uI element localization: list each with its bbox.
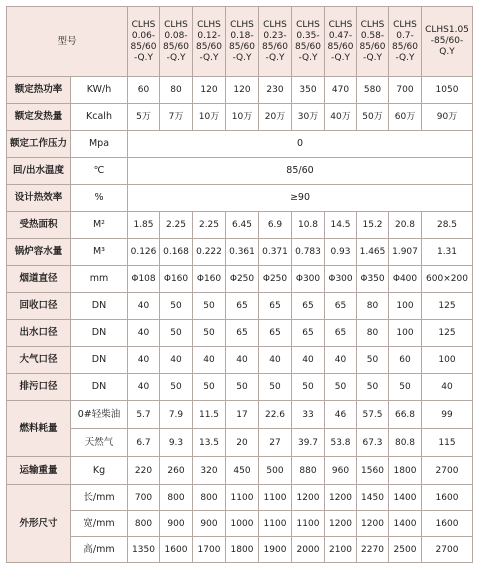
row-value: 50万: [357, 104, 389, 131]
row-value: 6.9: [259, 212, 292, 239]
row-value: 20万: [259, 104, 292, 131]
weight-row: [7, 457, 473, 485]
weight-value: 1560: [357, 457, 389, 485]
row-unit: ℃: [71, 158, 128, 185]
weight-value: 880: [292, 457, 325, 485]
dims-unit: 高/mm: [71, 537, 128, 563]
row-value: 65: [226, 293, 259, 320]
model-name: CLHS1.05 -85/60- Q.Y: [422, 7, 473, 77]
dims-value: 2100: [325, 537, 357, 563]
dims-value: 800: [193, 485, 226, 511]
row-value: 40万: [325, 104, 357, 131]
row-value: 40: [422, 374, 473, 401]
row-value: 580: [357, 77, 389, 104]
spec-row: [7, 293, 473, 320]
model-name: CLHS 0.7- 85/60 -Q.Y: [389, 7, 422, 77]
model-name: CLHS 0.08- 85/60 -Q.Y: [160, 7, 193, 77]
dims-value: 1200: [357, 511, 389, 537]
dims-value: 700: [128, 485, 160, 511]
spec-row: [7, 320, 473, 347]
dims-value: 1100: [259, 485, 292, 511]
spec-row: [7, 239, 473, 266]
dims-value: 1000: [226, 511, 259, 537]
row-label: 额定工作压力: [7, 131, 71, 158]
row-value: 80: [160, 77, 193, 104]
spec-row: [7, 158, 473, 185]
weight-value: 220: [128, 457, 160, 485]
dims-label: 外形尺寸: [7, 485, 71, 563]
model-name: CLHS 0.12- 85/60 -Q.Y: [193, 7, 226, 77]
spec-row: [7, 77, 473, 104]
dims-row: [7, 537, 473, 563]
weight-value: 500: [259, 457, 292, 485]
row-value: 50: [160, 293, 193, 320]
fuel-value: 99: [422, 401, 473, 429]
row-value: 50: [389, 374, 422, 401]
row-unit: DN: [71, 347, 128, 374]
row-value: 700: [389, 77, 422, 104]
row-value: 0.783: [292, 239, 325, 266]
dims-value: 1450: [357, 485, 389, 511]
row-value: 10.8: [292, 212, 325, 239]
header-row: [7, 7, 473, 77]
row-value: 125: [422, 293, 473, 320]
row-value: 2.25: [193, 212, 226, 239]
dims-value: 1600: [160, 537, 193, 563]
row-unit: DN: [71, 320, 128, 347]
row-unit: KW/h: [71, 77, 128, 104]
row-value: 120: [193, 77, 226, 104]
row-value-span: 0: [128, 131, 473, 158]
row-value: 1050: [422, 77, 473, 104]
spec-row: [7, 266, 473, 293]
fuel-value: 22.6: [259, 401, 292, 429]
fuel-value: 6.7: [128, 429, 160, 457]
row-value: 350: [292, 77, 325, 104]
weight-value: 450: [226, 457, 259, 485]
fuel-value: 53.8: [325, 429, 357, 457]
row-label: 受热面积: [7, 212, 71, 239]
fuel-value: 33: [292, 401, 325, 429]
row-value: 65: [259, 320, 292, 347]
row-value-span: ≥90: [128, 185, 473, 212]
row-value: 60: [389, 347, 422, 374]
row-label: 锅炉容水量: [7, 239, 71, 266]
fuel-value: 66.8: [389, 401, 422, 429]
row-unit: M²: [71, 212, 128, 239]
fuel-value: 13.5: [193, 429, 226, 457]
row-value: 60万: [389, 104, 422, 131]
model-header-label: 型号: [7, 7, 128, 77]
row-value: 10万: [226, 104, 259, 131]
row-value: 40: [193, 347, 226, 374]
weight-value: 1800: [389, 457, 422, 485]
row-label: 排污口径: [7, 374, 71, 401]
dims-value: 1400: [389, 485, 422, 511]
weight-value: 260: [160, 457, 193, 485]
dims-value: 2270: [357, 537, 389, 563]
dims-value: 1800: [226, 537, 259, 563]
fuel-value: 39.7: [292, 429, 325, 457]
dims-value: 800: [128, 511, 160, 537]
row-value: 20.8: [389, 212, 422, 239]
spec-table-wrapper: [6, 6, 473, 563]
dims-value: 1600: [422, 485, 473, 511]
row-value: Φ300: [325, 266, 357, 293]
row-value: 50: [226, 374, 259, 401]
dims-value: 900: [160, 511, 193, 537]
row-label: 设计热效率: [7, 185, 71, 212]
row-label: 大气口径: [7, 347, 71, 374]
row-value: 40: [259, 347, 292, 374]
dims-value: 800: [160, 485, 193, 511]
dims-unit: 长/mm: [71, 485, 128, 511]
fuel-value: 20: [226, 429, 259, 457]
spec-row: [7, 131, 473, 158]
row-value: 120: [226, 77, 259, 104]
row-label: 回收口径: [7, 293, 71, 320]
spec-row: [7, 104, 473, 131]
fuel-row: [7, 429, 473, 457]
row-value: 65: [226, 320, 259, 347]
model-name: CLHS 0.47- 85/60 -Q.Y: [325, 7, 357, 77]
row-value: 100: [389, 320, 422, 347]
row-value: 50: [193, 374, 226, 401]
row-value: 1.85: [128, 212, 160, 239]
row-value: 40: [160, 347, 193, 374]
spec-row: [7, 374, 473, 401]
spec-table: [6, 6, 473, 563]
dims-value: 2700: [422, 537, 473, 563]
weight-value: 2700: [422, 457, 473, 485]
fuel-value: 67.3: [357, 429, 389, 457]
spec-row: [7, 212, 473, 239]
dims-row: [7, 485, 473, 511]
row-value: Φ350: [357, 266, 389, 293]
row-value: 50: [292, 374, 325, 401]
row-value: Φ250: [226, 266, 259, 293]
row-value: 40: [226, 347, 259, 374]
model-name: CLHS 0.18- 85/60 -Q.Y: [226, 7, 259, 77]
row-value: Φ160: [193, 266, 226, 293]
row-value: Φ108: [128, 266, 160, 293]
row-value: 40: [325, 347, 357, 374]
row-value: 2.25: [160, 212, 193, 239]
row-unit: Kcalh: [71, 104, 128, 131]
dims-value: 1100: [226, 485, 259, 511]
fuel-value: 7.9: [160, 401, 193, 429]
row-value: 90万: [422, 104, 473, 131]
dims-value: 1200: [292, 485, 325, 511]
row-value: 50: [193, 320, 226, 347]
row-value: 50: [325, 374, 357, 401]
fuel-value: 9.3: [160, 429, 193, 457]
row-value: 50: [160, 374, 193, 401]
row-value: 65: [325, 320, 357, 347]
fuel-value: 115: [422, 429, 473, 457]
dims-value: 1600: [422, 511, 473, 537]
weight-value: 960: [325, 457, 357, 485]
row-value: 65: [292, 293, 325, 320]
row-value: 60: [128, 77, 160, 104]
row-value: 50: [193, 293, 226, 320]
row-unit: %: [71, 185, 128, 212]
row-value: 80: [357, 293, 389, 320]
row-label: 出水口径: [7, 320, 71, 347]
row-value: 0.126: [128, 239, 160, 266]
fuel-value: 5.7: [128, 401, 160, 429]
row-value: 0.371: [259, 239, 292, 266]
dims-value: 1700: [193, 537, 226, 563]
dims-value: 2000: [292, 537, 325, 563]
fuel-label: 燃料耗量: [7, 401, 71, 457]
dims-value: 2500: [389, 537, 422, 563]
row-value: Φ160: [160, 266, 193, 293]
row-value: 28.5: [422, 212, 473, 239]
row-value: 65: [325, 293, 357, 320]
row-label: 额定热功率: [7, 77, 71, 104]
model-name: CLHS 0.58- 85/60 -Q.Y: [357, 7, 389, 77]
row-value: 40: [128, 320, 160, 347]
fuel-row: [7, 401, 473, 429]
row-value: 1.31: [422, 239, 473, 266]
dims-unit: 宽/mm: [71, 511, 128, 537]
dims-value: 1100: [292, 511, 325, 537]
dims-value: 1100: [259, 511, 292, 537]
row-value: 80: [357, 320, 389, 347]
fuel-value: 57.5: [357, 401, 389, 429]
spec-row: [7, 185, 473, 212]
row-unit: DN: [71, 374, 128, 401]
row-value: 50: [357, 347, 389, 374]
dims-value: 900: [193, 511, 226, 537]
row-value: 0.361: [226, 239, 259, 266]
row-value: 10万: [193, 104, 226, 131]
row-value: 40: [128, 374, 160, 401]
row-value: 30万: [292, 104, 325, 131]
row-label: 回/出水温度: [7, 158, 71, 185]
row-value: 100: [422, 347, 473, 374]
row-unit: M³: [71, 239, 128, 266]
fuel-value: 17: [226, 401, 259, 429]
row-value: 40: [128, 293, 160, 320]
weight-label: 运输重量: [7, 457, 71, 485]
model-name: CLHS 0.35- 85/60 -Q.Y: [292, 7, 325, 77]
row-value: 7万: [160, 104, 193, 131]
spec-row: [7, 347, 473, 374]
row-value: Φ400: [389, 266, 422, 293]
fuel-value: 80.8: [389, 429, 422, 457]
fuel-value: 27: [259, 429, 292, 457]
row-value: 14.5: [325, 212, 357, 239]
row-value: 65: [259, 293, 292, 320]
row-unit: DN: [71, 293, 128, 320]
row-value: 50: [357, 374, 389, 401]
dims-value: 1350: [128, 537, 160, 563]
dims-row: [7, 511, 473, 537]
weight-value: 320: [193, 457, 226, 485]
row-unit: Mpa: [71, 131, 128, 158]
fuel-unit: 0#轻柴油: [71, 401, 128, 429]
row-value: 0.93: [325, 239, 357, 266]
dims-value: 1900: [259, 537, 292, 563]
row-value: 230: [259, 77, 292, 104]
dims-value: 1200: [325, 485, 357, 511]
fuel-unit: 天然气: [71, 429, 128, 457]
model-name: CLHS 0.23- 85/60 -Q.Y: [259, 7, 292, 77]
fuel-value: 11.5: [193, 401, 226, 429]
fuel-value: 46: [325, 401, 357, 429]
row-label: 额定发热量: [7, 104, 71, 131]
row-value: 1.907: [389, 239, 422, 266]
row-value: 15.2: [357, 212, 389, 239]
row-value: 40: [128, 347, 160, 374]
row-value: Φ300: [292, 266, 325, 293]
row-value: 470: [325, 77, 357, 104]
row-value: 5万: [128, 104, 160, 131]
row-value: 50: [259, 374, 292, 401]
row-value: 50: [160, 320, 193, 347]
row-value: 1.465: [357, 239, 389, 266]
row-value: 125: [422, 320, 473, 347]
row-unit: mm: [71, 266, 128, 293]
dims-value: 1400: [389, 511, 422, 537]
row-value-span: 85/60: [128, 158, 473, 185]
weight-unit: Kg: [71, 457, 128, 485]
row-value: 0.222: [193, 239, 226, 266]
row-value: 6.45: [226, 212, 259, 239]
row-value: 0.168: [160, 239, 193, 266]
row-value: 40: [292, 347, 325, 374]
row-label: 烟道直径: [7, 266, 71, 293]
row-value: Φ250: [259, 266, 292, 293]
row-value: 65: [292, 320, 325, 347]
model-name: CLHS 0.06- 85/60 -Q.Y: [128, 7, 160, 77]
dims-value: 1200: [325, 511, 357, 537]
row-value: 100: [389, 293, 422, 320]
row-value: 600×200: [422, 266, 473, 293]
